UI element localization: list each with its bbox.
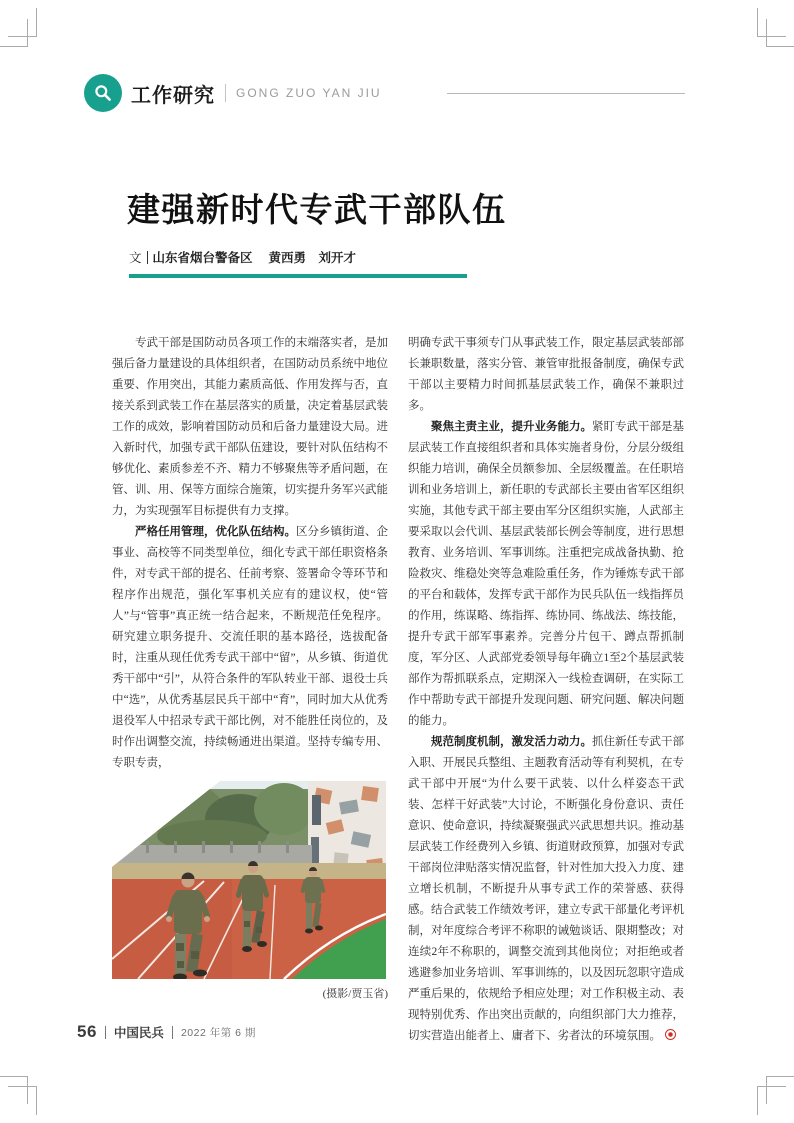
photo-image <box>112 781 386 979</box>
paragraph-text: 抓住新任专武干部入职、开展民兵整组、主题教育活动等有利契机，在专武干部中开展“为什么要干武装、以什么样姿态干武装、怎样干好武装”大讨论，不断强化身份意识、责任意识、使命意识，持续凝聚强武兴武思想共识。推动基层武装工作经费列入乡镇、街道财政预算，加强对专武干部岗位津贴落实情况监督，针对性加大投入力度、建立增长机制，不断提升从事专武工作的荣誉感、获得感。结合武装工作绩效考评，建立专武干部量化考评机制，对年度综合考评不称职的诫勉谈话、限期整改；对连续2年不称职的，调整交流到其他岗位；对拒绝或者逃避参加业务培训、军事训练的，以及因玩忽职守造成严重后果的，依规给予相应处理；对工作积极主动、表现特别优秀、作出突出贡献的，向组织部门大力推荐，切实营造出能者上、庸者下、劣者汰的环境氛围。 <box>408 736 684 1042</box>
crop-mark-bottom-right-inner <box>766 1076 794 1104</box>
body-column-left <box>112 333 388 1005</box>
crop-mark-bottom-left-inner <box>0 1076 28 1104</box>
paragraph <box>408 333 684 417</box>
page-number: 56 <box>77 1022 97 1041</box>
section-title: 工作研究 <box>131 84 215 107</box>
paragraph-text: 紧盯专武干部是基层武装工作直接组织者和具体实施者身份，分层分级组织能力培训，确保全员额参加、全层级覆盖。在任职培训和业务培训上，新任职的专武部长主要由省军区组织实施，其他专武干部主要由军分区组织实施，人武部主要采取以会代训、基层武装部长例会等制度，进行思想教育、业务培训、军事训练。注重把完成战备执勤、抢险救灾、维稳处突等急难险重任务，作为锤炼专武干部的平台和载体，发挥专武干部作为民兵队伍一线指挥员的作用，练谋略、练指挥、练协同、练战法、练技能，提升专武干部军事素养。完善分片包干、蹲点帮抓制度，军分区、人武部党委领导每年确立1至2个基层武装部作为帮抓联系点，定期深入一线检查调研，在实际工作中帮助专武干部提升发现问题、研究问题、解决问题的能力。 <box>408 421 684 727</box>
paragraph <box>408 417 684 732</box>
paragraph <box>408 732 684 1047</box>
trees <box>112 783 314 852</box>
section-header <box>84 74 382 112</box>
paragraph-text: 区分乡镇街道、企事业、高校等不同类型单位，细化专武干部任职资格条件，对专武干部的提名、任前考察、签署命令等环节和程序作出规范，强化军事机关应有的建议权，使“管人”与“管事”真正统一结合起来，不断规范任免程序。研究建立职务提升、交流任职的基本路径，选拔配备时，注重从现任优秀专武干部中“留”，从乡镇、街道优秀干部中“引”，从符合条件的军队转业干部、退役士兵中“选”，从优秀基层民兵干部中“育”，同时加大从优秀退役军人中招录专武干部比例，对不能胜任岗位的，及时作出调整交流，持续畅通进出渠道。坚持专编专用、专职专责， <box>112 526 388 769</box>
header-divider <box>225 84 226 102</box>
paragraph <box>112 333 388 522</box>
section-subtitle: GONG ZUO YAN JIU <box>236 86 382 100</box>
end-mark-icon <box>665 1029 676 1040</box>
byline <box>129 248 356 266</box>
byline-authors: 黄西勇 刘开才 <box>268 251 357 265</box>
header-rule <box>447 93 685 94</box>
paragraph <box>112 522 388 774</box>
byline-divider <box>147 251 148 264</box>
search-icon <box>84 74 122 112</box>
photo-caption: (摄影/贾玉省) <box>322 988 388 1000</box>
paragraph-lead: 聚焦主责主业，提升业务能力。 <box>431 421 592 433</box>
body-column-right <box>408 333 684 1047</box>
issue-label: 2022 年第 6 期 <box>180 1026 256 1039</box>
magazine-name: 中国民兵 <box>113 1026 164 1040</box>
paragraph-lead: 规范制度机制，激发活力动力。 <box>431 736 592 748</box>
footer-divider <box>105 1026 106 1039</box>
crop-mark-top-right-inner <box>766 19 794 47</box>
crop-mark-top-left-inner <box>0 19 28 47</box>
paragraph-text: 明确专武干事须专门从事武装工作，限定基层武装部部长兼职数量，落实分管、兼管审批报备制度，确保专武干部以主要精力时间抓基层武装工作，确保不兼职过多。 <box>408 337 684 412</box>
title-accent-rule <box>129 274 467 278</box>
paragraph-lead: 严格任用管理，优化队伍结构。 <box>135 526 296 538</box>
article-photo <box>112 781 388 1005</box>
page-footer <box>77 1022 256 1042</box>
paragraph-text: 专武干部是国防动员各项工作的末端落实者，是加强后备力量建设的具体组织者，在国防动员系统中地位重要、作用突出，其能力素质高低、作用发挥与否，直接关系到武装工作在基层落实的质量，决定着基层武装工作的成效，影响着国防动员和后备力量建设大局。进入新时代，加强专武干部队伍建设，要针对队伍结构不够优化、素质参差不齐、精力不够聚焦等矛盾问题，在管、训、用、保等方面综合施策，切实提升务军兴武能力，为实现强军目标提供有力支撑。 <box>112 337 388 517</box>
photo-illustration <box>112 781 386 979</box>
byline-prefix: 文 <box>129 251 142 265</box>
footer-divider <box>172 1026 173 1039</box>
article-title: 建强新时代专武干部队伍 <box>127 191 507 228</box>
byline-organization: 山东省烟台警备区 <box>152 251 253 265</box>
